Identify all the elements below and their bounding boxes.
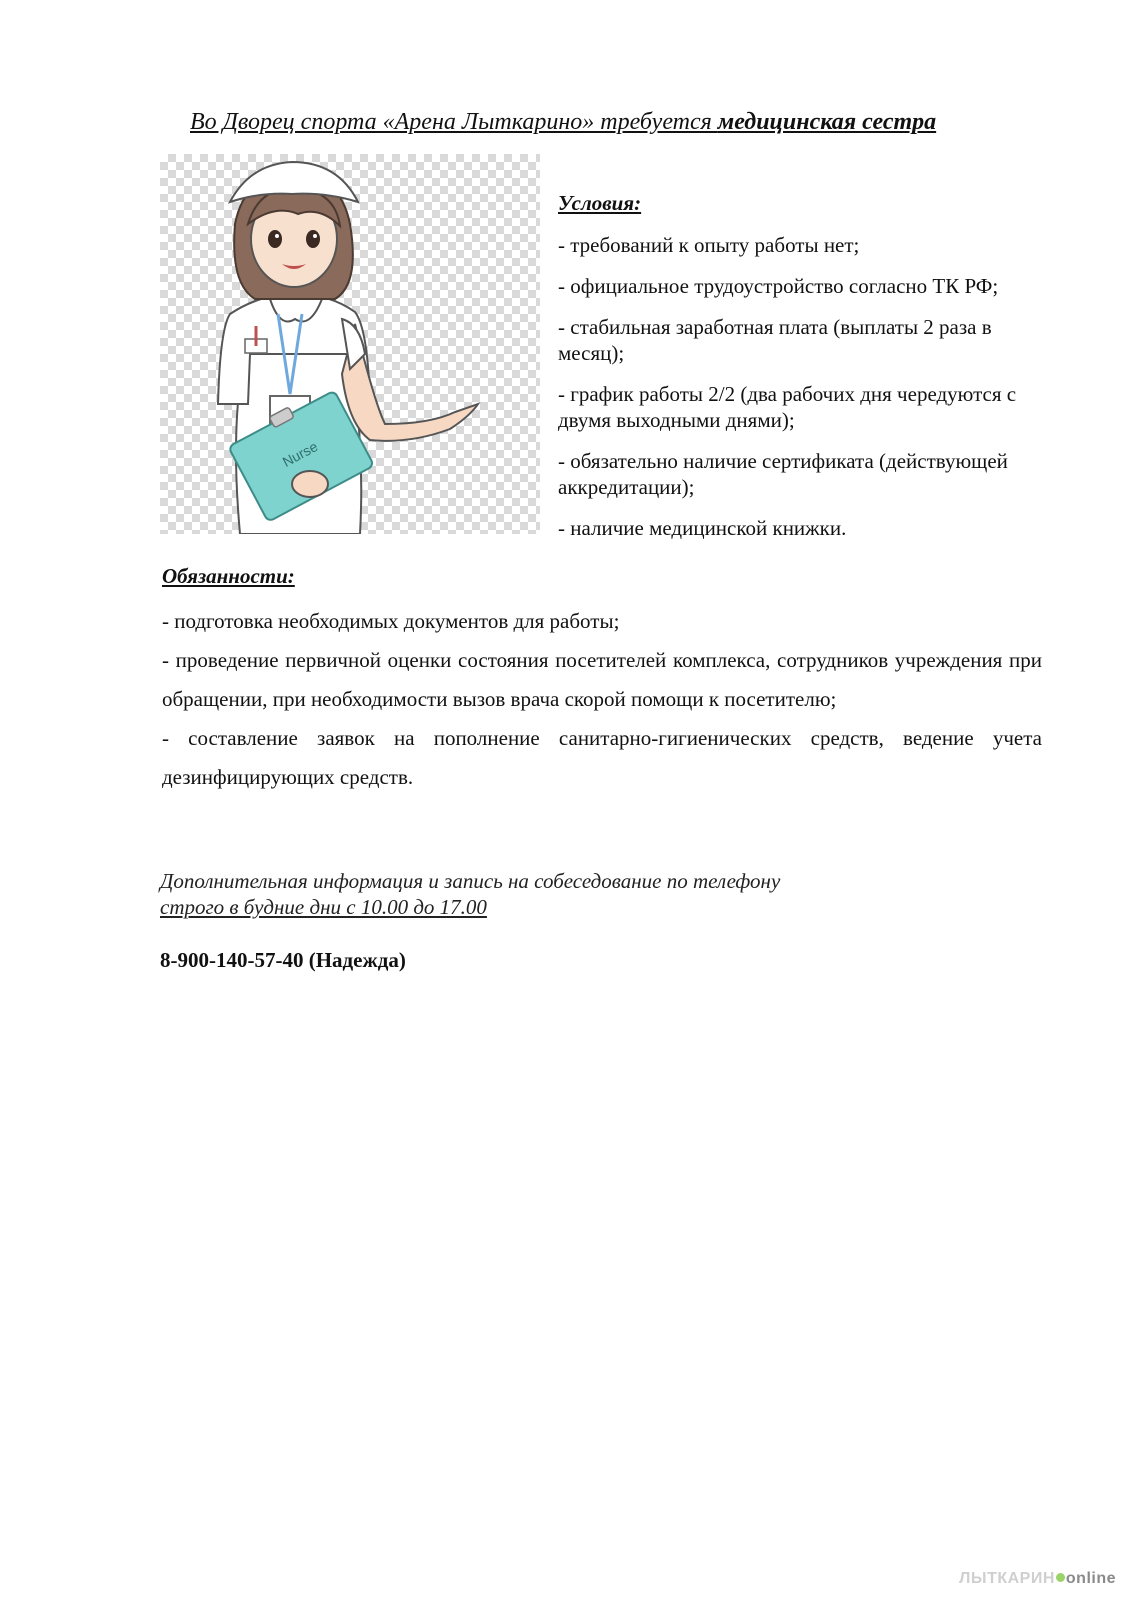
contact-info — [160, 868, 1040, 920]
conditions-item: - официальное трудоустройство согласно ТК РФ; — [558, 274, 999, 298]
page-title — [190, 104, 1050, 140]
clipboard-text: Nurse — [279, 438, 321, 470]
conditions-item: - стабильная заработная плата (выплаты 2 раза в месяц); — [558, 315, 992, 365]
conditions-item: - требований к опыту работы нет; — [558, 233, 860, 257]
watermark-online: online — [1065, 1570, 1116, 1587]
watermark-logo — [959, 1570, 1116, 1588]
conditions-item: - график работы 2/2 (два рабочих дня чередуются с двумя выходными днями); — [558, 382, 1017, 432]
conditions-item: - наличие медицинской книжки. — [558, 516, 847, 540]
conditions-item: - обязательно наличие сертификата (действующей аккредитации); — [558, 449, 1008, 499]
duties-section — [162, 562, 1042, 797]
phone-number: 8-900-140-57-40 (Надежда) — [160, 948, 406, 972]
duties-heading: Обязанности: — [162, 564, 295, 588]
watermark-dot-icon — [1056, 1573, 1065, 1582]
duties-item: - подготовка необходимых документов для работы; — [162, 609, 620, 633]
duties-item: - проведение первичной оценки состояния посетителей комплекса, сотрудников учреждения при обращении, при необходимости вызов врача скорой помощи к посетителю; — [162, 648, 1042, 711]
duties-item: - составление заявок на пополнение санитарно-гигиенических средств, ведение учета дезинфицирующих средств. — [162, 726, 1042, 789]
watermark-text: ЛЫТКАРИН — [959, 1570, 1055, 1587]
nurse-illustration — [160, 154, 540, 534]
conditions-heading: Условия: — [558, 191, 642, 215]
contact-info-line2: строго в будние дни с 10.00 до 17.00 — [160, 895, 487, 919]
title-position: медицинская сестра — [717, 109, 937, 135]
contact-info-line1: Дополнительная информация и запись на собеседование по телефону — [160, 869, 781, 893]
nurse-icon — [160, 154, 540, 534]
conditions-section — [558, 190, 1058, 556]
title-prefix: Во Дворец спорта «Арена Лыткарино» требуется — [190, 109, 718, 135]
